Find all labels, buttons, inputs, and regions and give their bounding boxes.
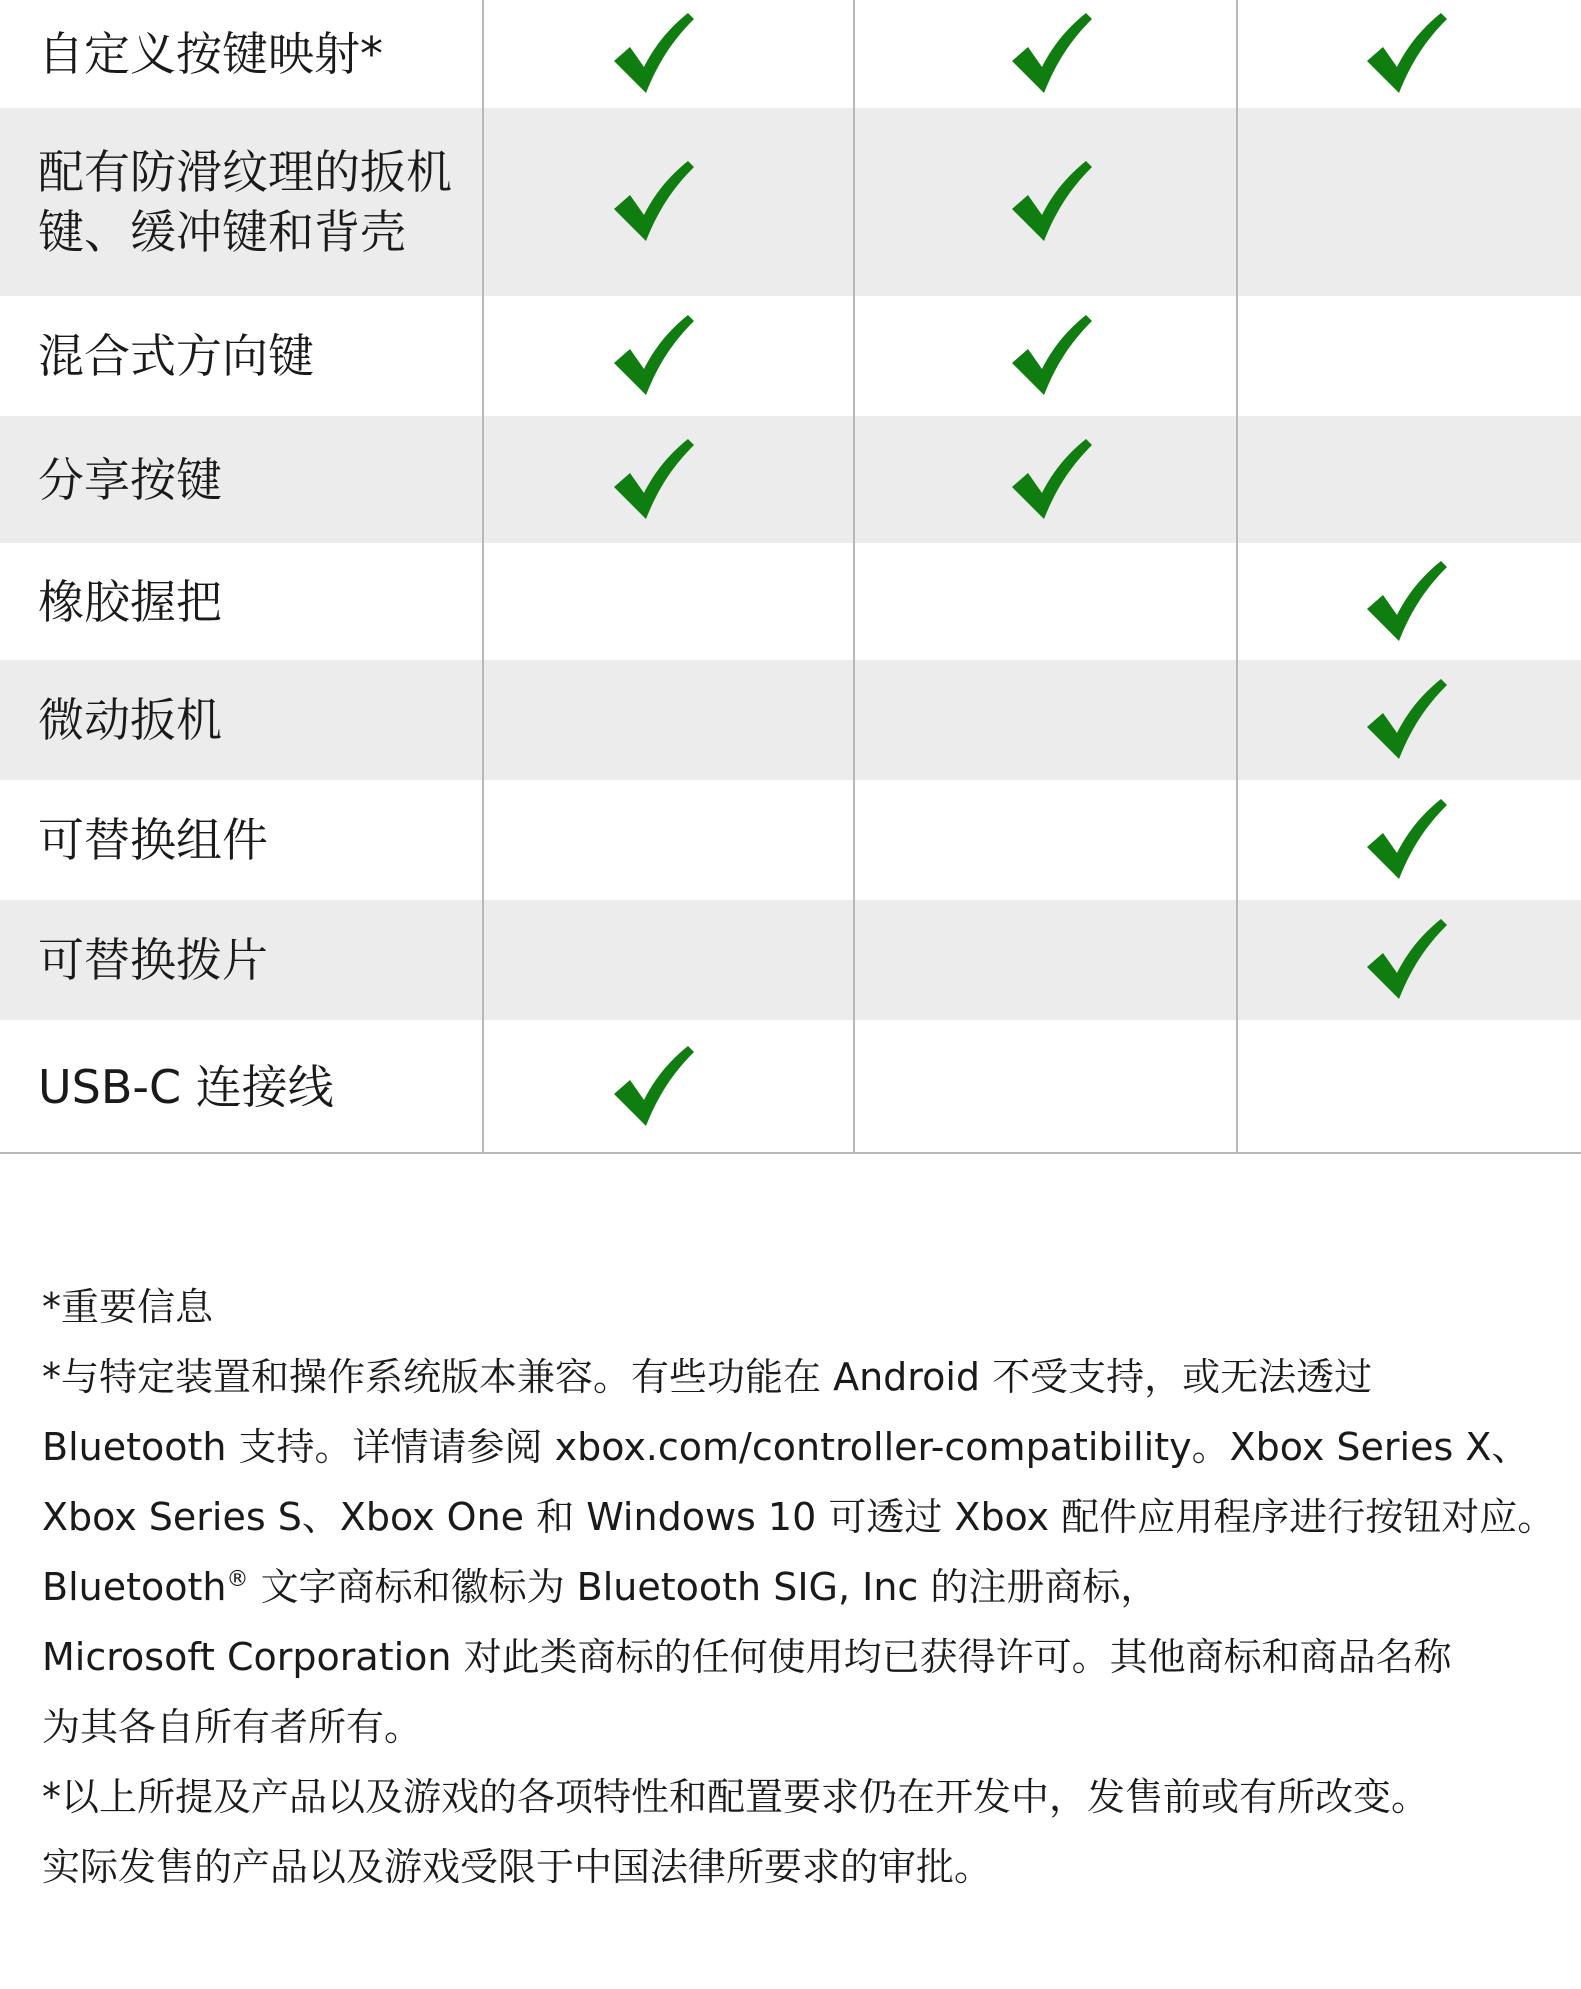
- table-row: [0, 660, 1581, 780]
- notes-heading: *重要信息: [42, 1285, 214, 1329]
- note-line-trademark: [42, 1552, 1562, 1622]
- column-divider: [482, 0, 484, 1153]
- checkmark-icon: [1006, 11, 1094, 97]
- table-row: [0, 543, 1581, 660]
- feature-label: USB-C 连接线: [38, 1059, 334, 1114]
- checkmark-icon: [1361, 559, 1449, 645]
- note-line: 为其各自所有者所有。: [42, 1705, 423, 1749]
- table-row: [0, 416, 1581, 543]
- feature-label: 微动扳机: [38, 693, 222, 747]
- checkmark-icon: [608, 1044, 696, 1130]
- table-row: [0, 296, 1581, 416]
- feature-label: 混合式方向键: [38, 329, 314, 383]
- table-bottom-border: [0, 1152, 1581, 1154]
- table-row: [0, 108, 1581, 296]
- feature-label: 配有防滑纹理的扳机 键、缓冲键和背壳: [38, 145, 452, 259]
- feature-label: 分享按键: [38, 452, 222, 507]
- checkmark-icon: [1361, 917, 1449, 1003]
- note-line: *与特定装置和操作系统版本兼容。有些功能在 Android 不受支持，或无法透过: [42, 1355, 1373, 1399]
- feature-label: 自定义按键映射*: [38, 27, 383, 81]
- note-line: 实际发售的产品以及游戏受限于中国法律所要求的审批。: [42, 1845, 993, 1889]
- feature-label: 可替换组件: [38, 813, 268, 867]
- note-line: Bluetooth 支持。详情请参阅 xbox.com/controller-compatibility。Xbox Series X、: [42, 1425, 1530, 1469]
- feature-label: 橡胶握把: [38, 574, 222, 629]
- table-row: [0, 1020, 1581, 1153]
- table-row: [0, 780, 1581, 900]
- note-line: Xbox Series S、Xbox One 和 Windows 10 可透过 Xbox 配件应用程序进行按钮对应。: [42, 1495, 1556, 1539]
- checkmark-icon: [608, 11, 696, 97]
- checkmark-icon: [1006, 437, 1094, 523]
- checkmark-icon: [608, 159, 696, 245]
- column-divider: [853, 0, 855, 1153]
- feature-label: 可替换拨片: [38, 933, 268, 987]
- note-text: 文字商标和徽标为 Bluetooth SIG, Inc 的注册商标，: [248, 1565, 1159, 1609]
- note-text: Bluetooth: [42, 1565, 227, 1609]
- note-line: Microsoft Corporation 对此类商标的任何使用均已获得许可。其他商标和商品名称: [42, 1635, 1452, 1679]
- column-divider: [1236, 0, 1238, 1153]
- table-row: [0, 900, 1581, 1020]
- checkmark-icon: [1006, 313, 1094, 399]
- checkmark-icon: [1361, 797, 1449, 883]
- checkmark-icon: [608, 437, 696, 523]
- checkmark-icon: [608, 313, 696, 399]
- registered-mark: ®: [226, 1567, 249, 1592]
- table-row: [0, 0, 1581, 108]
- checkmark-icon: [1361, 677, 1449, 763]
- important-notes: [42, 1272, 1562, 1902]
- note-line: *以上所提及产品以及游戏的各项特性和配置要求仍在开发中，发售前或有所改变。: [42, 1775, 1430, 1819]
- checkmark-icon: [1006, 159, 1094, 245]
- checkmark-icon: [1361, 11, 1449, 97]
